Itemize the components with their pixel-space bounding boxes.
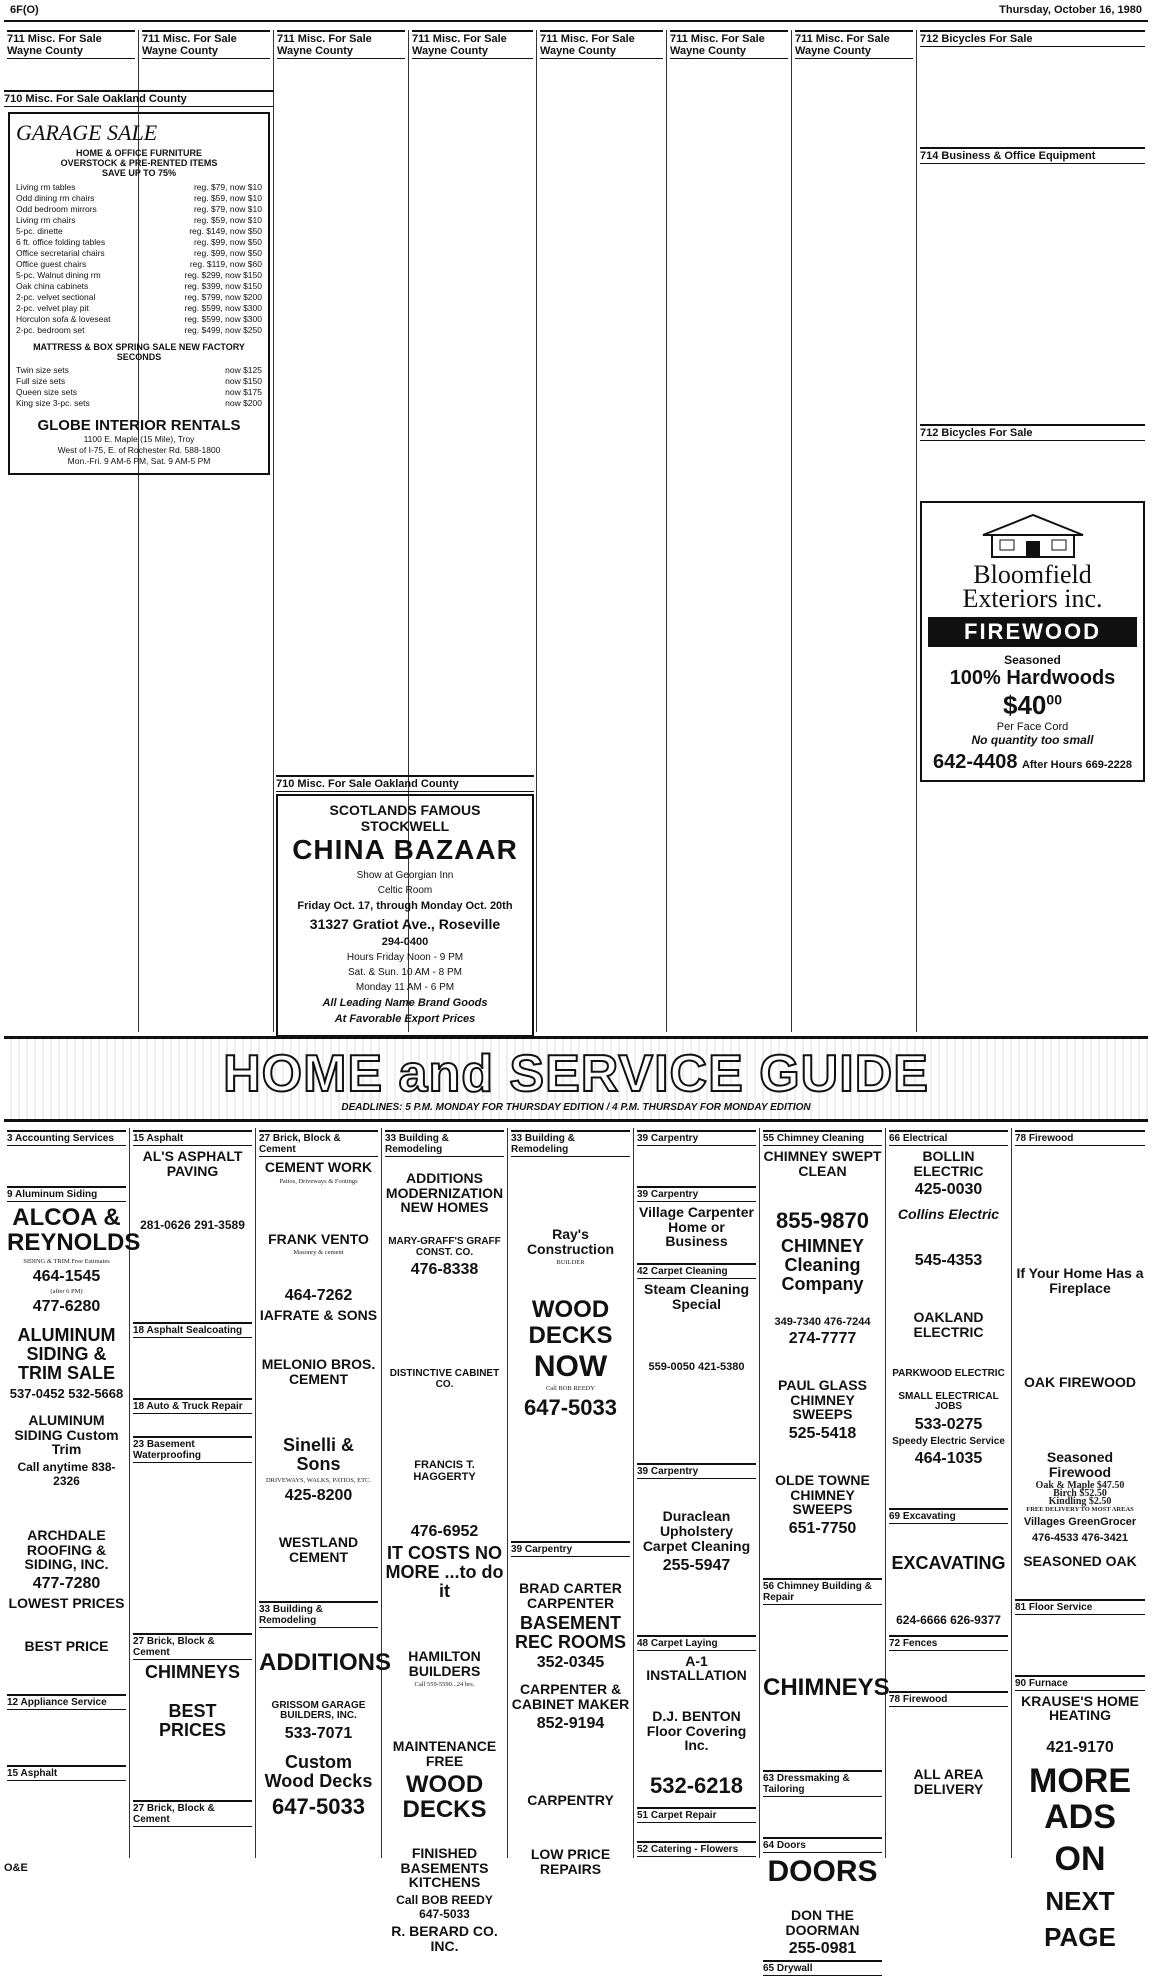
bazaar-wrap	[276, 775, 534, 1037]
item-name: Oak china cabinets	[16, 281, 89, 291]
hardwoods-label: 100% Hardwoods	[949, 667, 1116, 689]
business-name: IT COSTS NO MORE ...to do it	[385, 1543, 504, 1601]
service-col-7	[760, 1128, 890, 1975]
section-heading: 710 Misc. For Sale Oakland County	[276, 775, 534, 792]
business-name: DON THE DOORMAN	[785, 1906, 860, 1938]
firewood-price	[928, 690, 1137, 721]
mattress-heading: MATTRESS & BOX SPRING SALE NEW FACTORY SECONDS	[33, 342, 245, 362]
item-price: reg. $149, now $50	[189, 226, 262, 236]
business-name: Speedy Electric Service	[892, 1435, 1005, 1447]
category-heading: 78 Firewood	[1015, 1130, 1145, 1146]
business-name: MARY-GRAFF'S GRAFF CONST. CO.	[388, 1236, 501, 1258]
business-desc: FREE DELIVERY TO MOST AREAS	[1026, 1506, 1134, 1514]
category-heading: 65 Drywall	[763, 1960, 882, 1976]
item-price: reg. $299, now $150	[184, 270, 262, 280]
business-name: D.J. BENTON Floor Covering Inc.	[646, 1707, 747, 1754]
business-name: R. BERARD CO. INC.	[391, 1923, 498, 1954]
category-heading: 51 Carpet Repair	[637, 1807, 756, 1823]
category-heading: 56 Chimney Building & Repair	[763, 1578, 882, 1605]
business-phone: 533-0275	[914, 1415, 983, 1433]
section-heading: 710 Misc. For Sale Oakland County	[4, 90, 274, 107]
service-col-5	[508, 1128, 634, 1878]
business-phone: Call 559-5590...24 hrs.	[414, 1681, 475, 1689]
category-heading: 42 Carpet Cleaning	[637, 1263, 756, 1279]
item-price: reg. $119, now $60	[189, 259, 262, 269]
category-heading: 18 Asphalt Sealcoating	[133, 1322, 252, 1338]
category-heading: 3 Accounting Services	[7, 1130, 126, 1146]
business-phone: 477-6280	[32, 1298, 101, 1316]
section-heading: 712 Bicycles For Sale	[920, 424, 1145, 441]
item-price: now $175	[225, 387, 262, 397]
category-heading: 39 Carpentry	[511, 1541, 630, 1557]
garage-address: 1100 E. Maple (15 Mile), Troy	[83, 434, 195, 444]
price-line: Oak & Maple $47.50	[1035, 1480, 1125, 1492]
bloomfield-phone: 642-4408	[932, 751, 1018, 773]
category-heading: 66 Electrical	[889, 1130, 1008, 1146]
item-price: reg. $59, now $10	[193, 215, 262, 225]
business-name: Sinelli & Sons	[282, 1435, 354, 1475]
business-phone: 274-7777	[788, 1330, 857, 1348]
bazaar-dates: Friday Oct. 17, through Monday Oct. 20th	[297, 900, 513, 912]
category-heading: 27 Brick, Block & Cement	[133, 1800, 252, 1827]
bloomfield-logo: Bloomfield	[973, 560, 1092, 589]
item-price: reg. $79, now $10	[193, 182, 262, 192]
section-heading: 711 Misc. For Sale Wayne County	[7, 30, 135, 59]
per-cord: Per Face Cord	[996, 721, 1069, 733]
business-phone: 255-5947	[662, 1556, 731, 1574]
bazaar-title: SCOTLANDS FAMOUS STOCKWELL	[329, 802, 481, 834]
business-name: CEMENT WORK	[264, 1159, 373, 1175]
garage-sale-ad	[8, 112, 270, 475]
business-phone: 425-0030	[914, 1181, 983, 1199]
garage-sub2: OVERSTOCK & PRE-RENTED ITEMS	[60, 158, 218, 168]
business-phone: 464-1545	[32, 1268, 101, 1286]
guide-deadlines: DEADLINES: 5 P.M. MONDAY FOR THURSDAY EDITION / 4 P.M. THURSDAY FOR MONDAY EDITION	[341, 1101, 811, 1113]
section-heading: 711 Misc. For Sale Wayne County	[277, 30, 405, 59]
price-line	[16, 376, 262, 387]
item-price: reg. $799, now $200	[184, 292, 262, 302]
business-name: MAINTENANCE FREE	[392, 1738, 497, 1769]
item-price: reg. $399, now $150	[184, 281, 262, 291]
business-phone: 255-0981	[788, 1940, 857, 1958]
home-service-guide-banner	[4, 1036, 1148, 1122]
business-name: BEST PRICES	[158, 1701, 227, 1741]
price-line	[16, 398, 262, 409]
business-phone: 477-7280	[32, 1575, 101, 1593]
item-price: reg. $599, now $300	[184, 303, 262, 313]
page-header	[4, 4, 1148, 22]
no-quantity: No quantity too small	[971, 733, 1094, 747]
section-heading: 711 Misc. For Sale Wayne County	[795, 30, 913, 59]
business-name: WOOD DECKS	[528, 1296, 613, 1349]
business-phone: 852-9194	[536, 1714, 605, 1732]
item-name: King size 3-pc. sets	[16, 398, 90, 408]
garage-directions: West of I-75, E. of Rochester Rd. 588-1800	[57, 445, 221, 455]
business-phone: 624-6666 626-9377	[896, 1613, 1001, 1628]
item-name: 2-pc. velvet sectional	[16, 292, 96, 302]
section-heading: 712 Bicycles For Sale	[920, 30, 1145, 47]
business-phone: 855-9870	[776, 1208, 869, 1234]
seasoned-label: Seasoned	[1004, 653, 1061, 667]
business-name: WOOD DECKS	[402, 1770, 487, 1823]
business-name: BRAD CARTER CARPENTER	[519, 1580, 622, 1611]
category-heading: 55 Chimney Cleaning	[763, 1130, 882, 1146]
item-price: reg. $499, now $250	[184, 325, 262, 335]
business-name: CARPENTER & CABINET MAKER	[511, 1681, 630, 1713]
item-name: 6 ft. office folding tables	[16, 237, 106, 247]
item-price: reg. $59, now $10	[193, 193, 262, 203]
business-phone: 476-6952	[410, 1523, 479, 1541]
business-name: ARCHDALE ROOFING & SIDING, INC.	[24, 1527, 109, 1573]
service-col-1	[4, 1128, 141, 1858]
business-phone: 476-8338	[410, 1261, 479, 1279]
bazaar-hours-1: Hours Friday Noon - 9 PM	[346, 952, 464, 963]
page-number: 6F(O)	[10, 4, 39, 16]
business-name: ALUMINUM SIDING Custom Trim	[14, 1412, 119, 1458]
business-phone: 532-6218	[650, 1772, 743, 1798]
business-name: CARPENTRY	[527, 1791, 614, 1808]
garage-hours: Mon.-Fri. 9 AM-6 PM, Sat. 9 AM-5 PM	[67, 456, 211, 466]
business-name: PAUL GLASS CHIMNEY SWEEPS	[778, 1377, 867, 1423]
service-col-2	[130, 1128, 256, 1858]
section-heading: 711 Misc. For Sale Wayne County	[670, 30, 788, 59]
price-line	[16, 248, 262, 259]
page-footer: O&E	[4, 1862, 28, 1874]
service-col-6	[634, 1128, 760, 1858]
service-col-4	[382, 1128, 508, 1954]
business-name: Ray's Construction	[526, 1226, 615, 1257]
category-heading: 33 Building & Remodeling	[511, 1130, 630, 1157]
bazaar-show: Show at Georgian Inn	[356, 870, 454, 881]
business-phone: 349-7340 476-7244	[774, 1316, 871, 1329]
business-name: DOORS	[767, 1855, 878, 1889]
bazaar-tag-1: All Leading Name Brand Goods	[322, 997, 488, 1009]
item-name: 5-pc. Walnut dining rm	[16, 270, 101, 280]
item-price: now $150	[225, 376, 262, 386]
item-price: reg. $599, now $300	[184, 314, 262, 324]
business-phone: 533-7071	[284, 1724, 353, 1742]
item-name: Living rm chairs	[16, 215, 76, 225]
item-price: reg. $99, now $50	[193, 237, 262, 247]
bazaar-headline: CHINA BAZAAR	[292, 834, 518, 865]
price-line	[16, 325, 262, 336]
business-name: CHIMNEY SWEPT CLEAN	[763, 1148, 882, 1179]
business-phone: 425-8200	[284, 1487, 353, 1505]
business-name: FINISHED BASEMENTS KITCHENS	[400, 1844, 489, 1891]
item-name: Horculon sofa & loveseat	[16, 314, 111, 324]
business-name: If Your Home Has a Fireplace	[1016, 1265, 1144, 1296]
bloomfield-logo-sub: Exteriors inc.	[962, 584, 1103, 613]
price-line	[16, 281, 262, 292]
business-name: FRANK VENTO	[268, 1230, 369, 1247]
business-phone: 545-4353	[914, 1252, 983, 1270]
page-date: Thursday, October 16, 1980	[999, 4, 1142, 16]
category-heading: 69 Excavating	[889, 1508, 1008, 1524]
service-col-9	[1012, 1128, 1148, 1953]
item-price: now $125	[225, 365, 262, 375]
business-name: MELONIO BROS. CEMENT	[261, 1356, 376, 1387]
category-heading: 64 Doors	[763, 1837, 882, 1853]
business-name: SMALL ELECTRICAL JOBS	[898, 1390, 999, 1413]
business-phone: Call anytime 838-2326	[17, 1460, 116, 1489]
item-name: Twin size sets	[16, 365, 69, 375]
category-heading: 52 Catering - Flowers	[637, 1841, 756, 1857]
bloomfield-after-hours: After Hours 669-2228	[1021, 759, 1133, 771]
price-line	[16, 204, 262, 215]
business-name: WESTLAND CEMENT	[278, 1534, 359, 1565]
business-name: Seasoned Firewood	[1046, 1449, 1114, 1480]
business-name: FRANCIS T. HAGGERTY	[413, 1459, 476, 1483]
bazaar-phone: 294-0400	[381, 936, 429, 948]
item-name: 2-pc. velvet play pit	[16, 303, 89, 313]
price-line	[16, 215, 262, 226]
price-line	[16, 292, 262, 303]
bazaar-room: Celtic Room	[377, 885, 433, 896]
item-name: Odd dining rm chairs	[16, 193, 95, 203]
business-name: DISTINCTIVE CABINET CO.	[389, 1368, 500, 1390]
business-name: ALUMINUM SIDING & TRIM SALE	[17, 1325, 116, 1384]
business-name: PARKWOOD ELECTRIC	[892, 1368, 1005, 1380]
business-name: BOLLIN ELECTRIC	[913, 1148, 984, 1179]
section-heading: 711 Misc. For Sale Wayne County	[540, 30, 663, 59]
business-name: BEST PRICE	[24, 1637, 109, 1654]
business-phone: 464-1035	[914, 1450, 983, 1468]
business-name: OAK FIREWOOD	[1024, 1374, 1136, 1391]
business-name: AL'S ASPHALT PAVING	[142, 1148, 243, 1179]
business-name: GRISSOM GARAGE BUILDERS, INC.	[271, 1699, 366, 1722]
category-heading: 23 Basement Waterproofing	[133, 1436, 252, 1463]
business-phone: Call BOB REEDY 647-5033	[396, 1893, 493, 1922]
price-line: Kindling $2.50	[1048, 1496, 1112, 1508]
section-heading: 711 Misc. For Sale Wayne County	[412, 30, 533, 59]
guide-title: HOME and SERVICE GUIDE	[223, 1044, 929, 1103]
category-heading: 9 Aluminum Siding	[7, 1186, 126, 1202]
price-line: Birch $52.50	[1053, 1488, 1107, 1500]
price-line	[16, 387, 262, 398]
business-desc: DRIVEWAYS, WALKS, PATIOS, ETC.	[265, 1477, 372, 1485]
business-desc: BUILDER	[556, 1259, 585, 1267]
business-phone: 559-0050 421-5380	[648, 1361, 745, 1374]
item-price: now $200	[225, 398, 262, 408]
business-name: Custom Wood Decks	[264, 1751, 373, 1791]
item-name: Office secretarial chairs	[16, 248, 105, 258]
category-heading: 39 Carpentry	[637, 1186, 756, 1202]
item-name: 2-pc. bedroom set	[16, 325, 85, 335]
item-name: Queen size sets	[16, 387, 77, 397]
classified-col-8	[917, 30, 1148, 1032]
business-name: ADDITIONS	[259, 1648, 391, 1676]
business-name: ALCOA & REYNOLDS	[7, 1204, 141, 1257]
bazaar-hours-3: Monday 11 AM - 6 PM	[355, 982, 455, 993]
oakland-heading-wrap	[4, 90, 274, 109]
category-heading: 12 Appliance Service	[7, 1694, 126, 1710]
price-cents: 00	[1046, 691, 1062, 708]
price-dollars: $40	[1003, 690, 1047, 720]
classified-col-6	[667, 30, 792, 1032]
price-line	[16, 193, 262, 204]
business-desc: Call BOB REEDY	[545, 1385, 596, 1393]
china-bazaar-ad	[276, 794, 534, 1037]
bazaar-address: 31327 Gratiot Ave., Roseville	[309, 916, 501, 932]
section-heading: 714 Business & Office Equipment	[920, 147, 1145, 164]
business-name: NOW	[533, 1349, 608, 1383]
classified-ad	[7, 61, 135, 69]
garage-sub1: HOME & OFFICE FURNITURE	[76, 148, 202, 158]
category-heading: 33 Building & Remodeling	[259, 1601, 378, 1628]
category-heading: 72 Fences	[889, 1635, 1008, 1651]
business-phone: 647-5033	[524, 1395, 617, 1421]
business-note: (after 6 PM)	[50, 1288, 83, 1296]
business-name: LOWEST PRICES	[8, 1595, 125, 1612]
bazaar-hours-2: Sat. & Sun. 10 AM - 8 PM	[348, 967, 462, 978]
business-desc: Masonry & cement	[293, 1249, 344, 1257]
more-ads-line-2: ON	[1054, 1840, 1106, 1879]
bloomfield-exteriors-ad	[920, 501, 1145, 782]
business-name: HAMILTON BUILDERS	[408, 1647, 481, 1679]
business-phone: 476-4533 476-3421	[1031, 1531, 1129, 1544]
category-heading: 90 Furnace	[1015, 1675, 1145, 1691]
service-col-3	[256, 1128, 391, 1858]
section-heading: 711 Misc. For Sale Wayne County	[142, 30, 270, 59]
business-name: Villages GreenGrocer	[1023, 1516, 1137, 1529]
business-name: BASEMENT REC ROOMS	[514, 1612, 626, 1652]
item-name: 5-pc. dinette	[16, 226, 63, 236]
business-phone: 651-7750	[788, 1520, 857, 1538]
business-name: Collins Electric	[897, 1206, 1000, 1223]
business-phone: 352-0345	[536, 1654, 605, 1672]
category-heading: 15 Asphalt	[133, 1130, 252, 1146]
category-heading: 33 Building & Remodeling	[385, 1130, 504, 1157]
business-name: KRAUSE'S HOME HEATING	[1021, 1692, 1139, 1724]
business-name: A-1 INSTALLATION	[646, 1652, 747, 1684]
business-name: Village Carpenter Home or Business	[639, 1204, 754, 1250]
price-line	[16, 365, 262, 376]
item-name: Odd bedroom mirrors	[16, 204, 97, 214]
price-line	[16, 314, 262, 325]
business-name: ADDITIONS MODERNIZATION NEW HOMES	[385, 1170, 504, 1216]
category-heading: 48 Carpet Laying	[637, 1635, 756, 1651]
business-name: SEASONED OAK	[1023, 1552, 1137, 1569]
business-phone: 537-0452 532-5668	[9, 1386, 124, 1402]
business-name: CHIMNEYS	[144, 1662, 240, 1683]
price-line	[16, 270, 262, 281]
garage-title: GARAGE SALE	[16, 120, 158, 145]
business-name: Duraclean Upholstery Carpet Cleaning	[642, 1508, 751, 1554]
item-name: Living rm tables	[16, 182, 76, 192]
category-heading: 39 Carpentry	[637, 1130, 756, 1146]
service-col-8	[886, 1128, 1012, 1858]
category-heading: 63 Dressmaking & Tailoring	[763, 1770, 882, 1797]
business-name: OAKLAND ELECTRIC	[913, 1309, 984, 1340]
price-line	[16, 226, 262, 237]
price-line	[16, 182, 262, 193]
classified-section	[4, 30, 1148, 1032]
classified-col-7	[792, 30, 917, 1032]
business-phone: 421-9170	[1046, 1739, 1114, 1757]
bloomfield-contact	[928, 751, 1137, 774]
price-line	[16, 303, 262, 314]
house-icon	[978, 513, 1088, 559]
category-heading: 39 Carpentry	[637, 1463, 756, 1479]
business-name: Steam Cleaning Special	[643, 1281, 750, 1312]
bazaar-tag-2: At Favorable Export Prices	[334, 1013, 476, 1025]
firewood-banner: FIREWOOD	[928, 617, 1137, 647]
item-price: reg. $79, now $10	[193, 204, 262, 214]
more-ads-line-1: MORE ADS	[1029, 1762, 1131, 1837]
business-name: IAFRATE & SONS	[259, 1307, 378, 1324]
price-line	[16, 259, 262, 270]
category-heading: 18 Auto & Truck Repair	[133, 1398, 252, 1414]
category-heading: 27 Brick, Block & Cement	[259, 1130, 378, 1157]
business-phone: 464-7262	[284, 1287, 353, 1305]
business-desc: Patios, Driveways & Footings	[279, 1177, 358, 1185]
business-desc: SIDING & TRIM Free Estimates	[23, 1258, 110, 1266]
business-phone: 525-5418	[788, 1425, 857, 1443]
item-name: Office guest chairs	[16, 259, 87, 269]
garage-sub3: SAVE UP TO 75%	[101, 168, 177, 178]
category-heading: 15 Asphalt	[7, 1765, 126, 1781]
business-name: OLDE TOWNE CHIMNEY SWEEPS	[775, 1472, 870, 1518]
business-name: EXCAVATING	[891, 1553, 1006, 1574]
garage-price-list	[16, 182, 262, 336]
business-name: CHIMNEY Cleaning Company	[780, 1236, 864, 1295]
category-heading: 81 Floor Service	[1015, 1599, 1145, 1615]
price-line	[16, 237, 262, 248]
item-name: Full size sets	[16, 376, 66, 386]
mattress-price-list	[16, 365, 262, 409]
business-phone: 647-5033	[272, 1793, 365, 1819]
business-name: ALL AREA DELIVERY	[913, 1766, 984, 1798]
category-heading: 27 Brick, Block & Cement	[133, 1633, 252, 1660]
category-heading: 78 Firewood	[889, 1691, 1008, 1707]
business-name: CHIMNEYS	[763, 1674, 890, 1702]
business-phone: 281-0626 291-3589	[140, 1218, 245, 1233]
business-name: LOW PRICE REPAIRS	[530, 1846, 611, 1878]
classified-col-5	[537, 30, 667, 1032]
item-price: reg. $99, now $50	[193, 248, 262, 258]
more-ads-line-3: NEXT PAGE	[1044, 1886, 1116, 1953]
garage-company: GLOBE INTERIOR RENTALS	[37, 417, 241, 434]
